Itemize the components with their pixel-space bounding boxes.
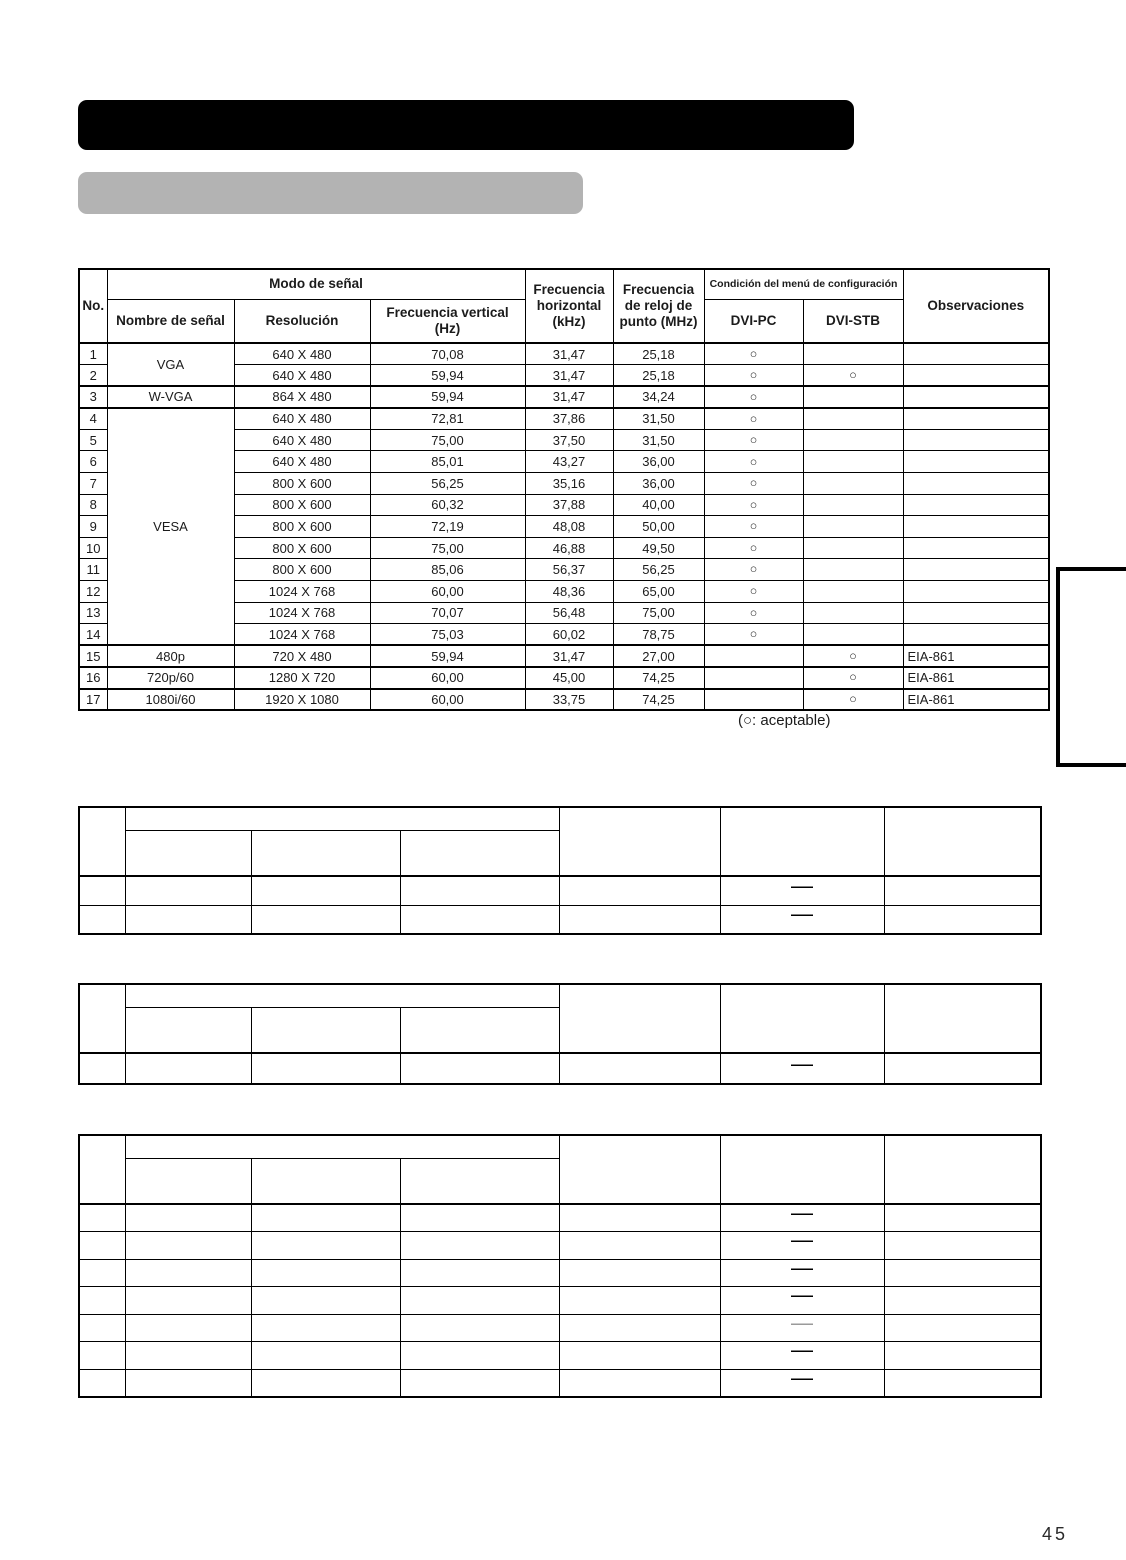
cell-dash — [720, 1259, 884, 1287]
cell-dvi-pc: ○ — [704, 429, 803, 451]
cell-dvi-pc: ○ — [704, 602, 803, 624]
cell — [559, 905, 720, 934]
cell-dvi-pc: ○ — [704, 473, 803, 495]
cell-dash — [720, 905, 884, 934]
cell-dash — [720, 876, 884, 905]
cell-resolucion: 800 X 600 — [234, 494, 370, 516]
cell-frec-reloj: 78,75 — [613, 624, 704, 646]
cell-dvi-stb — [803, 473, 903, 495]
cell-frec-vertical: 75,03 — [370, 624, 525, 646]
cell-observaciones — [903, 451, 1049, 473]
col-header-empty — [79, 984, 125, 1053]
cell — [884, 1259, 1041, 1287]
cell — [884, 1053, 1041, 1084]
cell-observaciones — [903, 559, 1049, 581]
cell-dash — [720, 1232, 884, 1260]
cell — [125, 1369, 251, 1397]
cell-dvi-pc: ○ — [704, 408, 803, 430]
col-header-empty — [400, 1007, 559, 1053]
cell-resolucion: 1024 X 768 — [234, 581, 370, 603]
cell-dvi-pc: ○ — [704, 516, 803, 538]
section-title-bar — [78, 100, 854, 150]
cell-no: 6 — [79, 451, 107, 473]
cell-frec-reloj: 27,00 — [613, 645, 704, 667]
cell-no: 14 — [79, 624, 107, 646]
table-row — [79, 1287, 1041, 1315]
cell-resolucion: 800 X 600 — [234, 516, 370, 538]
cell-frec-vertical: 60,00 — [370, 581, 525, 603]
cell — [559, 1232, 720, 1260]
cell-no: 17 — [79, 689, 107, 711]
cell-observaciones — [903, 408, 1049, 430]
empty-table-4 — [78, 1134, 1042, 1398]
cell-frec-vertical: 75,00 — [370, 429, 525, 451]
cell-dvi-stb: ○ — [803, 645, 903, 667]
col-header-empty — [251, 830, 400, 876]
cell-dvi-stb — [803, 429, 903, 451]
cell-dvi-pc — [704, 667, 803, 689]
cell — [559, 1053, 720, 1084]
col-header-dvi-stb: DVI-STB — [803, 299, 903, 343]
cell-dvi-stb — [803, 559, 903, 581]
cell-frec-vertical: 60,00 — [370, 689, 525, 711]
table-row — [79, 408, 1049, 430]
col-group-empty — [125, 807, 559, 830]
cell-no: 9 — [79, 516, 107, 538]
cell-frec-vertical: 60,00 — [370, 667, 525, 689]
col-header-empty — [559, 807, 720, 876]
cell — [251, 1314, 400, 1342]
cell-frec-reloj: 36,00 — [613, 451, 704, 473]
cell-dvi-stb — [803, 386, 903, 408]
signal-mode-table — [78, 268, 1050, 711]
col-header-empty — [559, 984, 720, 1053]
cell-frec-vertical: 59,94 — [370, 645, 525, 667]
cell-observaciones — [903, 516, 1049, 538]
col-header-empty — [400, 1158, 559, 1204]
cell — [884, 1342, 1041, 1370]
cell — [884, 1369, 1041, 1397]
table-row — [79, 1314, 1041, 1342]
dash-mark: — — [791, 1369, 814, 1390]
cell-observaciones — [903, 386, 1049, 408]
cell-dvi-pc: ○ — [704, 386, 803, 408]
table-row — [79, 1053, 1041, 1084]
cell — [400, 1342, 559, 1370]
cell-dash — [720, 1053, 884, 1084]
cell — [251, 1287, 400, 1315]
table-row — [79, 645, 1049, 667]
cell-no: 5 — [79, 429, 107, 451]
dash-mark: — — [791, 1314, 814, 1335]
dash-mark: — — [791, 905, 814, 927]
dash-mark: — — [791, 1053, 814, 1076]
cell-observaciones: EIA-861 — [903, 689, 1049, 711]
cell-observaciones — [903, 581, 1049, 603]
cell-frec-horizontal: 33,75 — [525, 689, 613, 711]
dash-mark: — — [791, 1341, 814, 1363]
cell-dvi-pc — [704, 689, 803, 711]
table-row — [79, 876, 1041, 905]
cell-dvi-stb — [803, 408, 903, 430]
col-header-empty — [884, 1135, 1041, 1204]
cell-dvi-pc: ○ — [704, 494, 803, 516]
cell-no: 16 — [79, 667, 107, 689]
cell-dash — [720, 1287, 884, 1315]
cell — [251, 1342, 400, 1370]
cell — [125, 1342, 251, 1370]
cell-frec-horizontal: 37,88 — [525, 494, 613, 516]
col-header-empty — [559, 1135, 720, 1204]
cell-frec-vertical: 70,07 — [370, 602, 525, 624]
header-row-groups — [79, 269, 1049, 299]
cell-no: 4 — [79, 408, 107, 430]
cell-dvi-pc: ○ — [704, 365, 803, 387]
dash-mark: — — [791, 1231, 814, 1253]
page-index-tab — [1056, 567, 1126, 767]
cell-dvi-stb — [803, 537, 903, 559]
cell — [559, 1342, 720, 1370]
cell-dvi-stb: ○ — [803, 689, 903, 711]
cell-dash — [720, 1369, 884, 1397]
cell-frec-horizontal: 37,50 — [525, 429, 613, 451]
cell — [79, 1259, 125, 1287]
cell-no: 12 — [79, 581, 107, 603]
cell-nombre: W-VGA — [107, 386, 234, 408]
cell-dash — [720, 1342, 884, 1370]
cell-dash — [720, 1204, 884, 1232]
cell — [884, 1287, 1041, 1315]
cell — [125, 905, 251, 934]
cell — [884, 1232, 1041, 1260]
col-header-empty — [251, 1158, 400, 1204]
col-group-empty — [125, 984, 559, 1007]
cell-dvi-stb — [803, 602, 903, 624]
table-row — [79, 1204, 1041, 1232]
col-header-no: No. — [79, 269, 107, 343]
cell — [400, 905, 559, 934]
cell — [125, 1232, 251, 1260]
cell — [79, 1314, 125, 1342]
cell-resolucion: 640 X 480 — [234, 408, 370, 430]
cell-frec-horizontal: 35,16 — [525, 473, 613, 495]
table-row — [79, 905, 1041, 934]
cell-frec-horizontal: 48,08 — [525, 516, 613, 538]
cell-dvi-pc: ○ — [704, 581, 803, 603]
cell — [884, 905, 1041, 934]
cell — [559, 1369, 720, 1397]
cell — [79, 1204, 125, 1232]
col-header-empty — [125, 1007, 251, 1053]
cell — [79, 1232, 125, 1260]
cell-resolucion: 1024 X 768 — [234, 624, 370, 646]
cell — [251, 1053, 400, 1084]
cell-frec-reloj: 74,25 — [613, 689, 704, 711]
cell-resolucion: 640 X 480 — [234, 343, 370, 365]
col-header-resolucion: Resolución — [234, 299, 370, 343]
cell — [79, 1053, 125, 1084]
cell — [400, 1204, 559, 1232]
cell — [125, 1287, 251, 1315]
cell-dvi-stb: ○ — [803, 365, 903, 387]
cell — [400, 1369, 559, 1397]
cell — [884, 1314, 1041, 1342]
cell-observaciones — [903, 473, 1049, 495]
cell-resolucion: 800 X 600 — [234, 559, 370, 581]
cell-frec-reloj: 74,25 — [613, 667, 704, 689]
col-header-empty — [720, 1135, 884, 1204]
col-group-condicion-menu: Condición del menú de configuración — [704, 269, 903, 299]
cell — [559, 1204, 720, 1232]
cell-no: 13 — [79, 602, 107, 624]
cell — [125, 1314, 251, 1342]
cell-frec-horizontal: 37,86 — [525, 408, 613, 430]
cell — [400, 1287, 559, 1315]
cell — [559, 1314, 720, 1342]
subsection-title-bar — [78, 172, 583, 214]
cell-frec-reloj: 75,00 — [613, 602, 704, 624]
cell-dvi-stb — [803, 451, 903, 473]
cell-dash — [720, 1314, 884, 1342]
cell-frec-vertical: 85,06 — [370, 559, 525, 581]
col-header-empty — [884, 807, 1041, 876]
table-row — [79, 1259, 1041, 1287]
col-header-empty — [720, 807, 884, 876]
acceptable-note: (○: aceptable) — [738, 712, 831, 729]
cell-dvi-stb — [803, 516, 903, 538]
cell-frec-vertical: 72,19 — [370, 516, 525, 538]
col-header-empty — [720, 984, 884, 1053]
col-header-empty — [79, 1135, 125, 1204]
empty-table-3 — [78, 983, 1042, 1085]
cell-dvi-stb: ○ — [803, 667, 903, 689]
cell — [251, 905, 400, 934]
cell-frec-vertical: 59,94 — [370, 365, 525, 387]
col-group-empty — [125, 1135, 559, 1158]
cell-frec-reloj: 49,50 — [613, 537, 704, 559]
dash-mark: — — [791, 1286, 814, 1308]
cell — [125, 1259, 251, 1287]
cell-no: 2 — [79, 365, 107, 387]
cell-dvi-stb — [803, 624, 903, 646]
cell-no: 8 — [79, 494, 107, 516]
cell-frec-horizontal: 43,27 — [525, 451, 613, 473]
cell-frec-vertical: 70,08 — [370, 343, 525, 365]
cell-nombre: 1080i/60 — [107, 689, 234, 711]
cell — [251, 1259, 400, 1287]
cell-no: 11 — [79, 559, 107, 581]
cell — [125, 876, 251, 905]
header-row-groups — [79, 1135, 1041, 1158]
cell-dvi-stb — [803, 343, 903, 365]
cell-nombre: 720p/60 — [107, 667, 234, 689]
cell-frec-vertical: 72,81 — [370, 408, 525, 430]
cell-frec-reloj: 31,50 — [613, 408, 704, 430]
cell — [884, 876, 1041, 905]
cell — [79, 876, 125, 905]
cell-frec-reloj: 50,00 — [613, 516, 704, 538]
col-header-observaciones: Observaciones — [903, 269, 1049, 343]
cell — [400, 1259, 559, 1287]
cell-frec-horizontal: 31,47 — [525, 343, 613, 365]
cell-observaciones: EIA-861 — [903, 645, 1049, 667]
cell-frec-horizontal: 60,02 — [525, 624, 613, 646]
page-number: 45 — [1042, 1524, 1069, 1544]
cell — [79, 1287, 125, 1315]
cell — [559, 1259, 720, 1287]
cell-frec-horizontal: 56,48 — [525, 602, 613, 624]
cell-dvi-pc: ○ — [704, 343, 803, 365]
cell-frec-reloj: 31,50 — [613, 429, 704, 451]
cell-dvi-pc: ○ — [704, 624, 803, 646]
cell — [251, 1369, 400, 1397]
header-row-groups — [79, 984, 1041, 1007]
cell — [400, 876, 559, 905]
cell-dvi-pc: ○ — [704, 559, 803, 581]
cell — [125, 1053, 251, 1084]
cell-resolucion: 640 X 480 — [234, 429, 370, 451]
cell — [79, 1342, 125, 1370]
cell-resolucion: 800 X 600 — [234, 473, 370, 495]
cell-resolucion: 640 X 480 — [234, 365, 370, 387]
empty-table-2 — [78, 806, 1042, 935]
cell-dvi-pc: ○ — [704, 451, 803, 473]
cell-frec-reloj: 65,00 — [613, 581, 704, 603]
cell-resolucion: 640 X 480 — [234, 451, 370, 473]
col-header-empty — [884, 984, 1041, 1053]
cell-frec-horizontal: 46,88 — [525, 537, 613, 559]
cell-frec-horizontal: 31,47 — [525, 386, 613, 408]
cell-frec-vertical: 56,25 — [370, 473, 525, 495]
col-group-modo-de-senal: Modo de señal — [107, 269, 525, 299]
cell-nombre: 480p — [107, 645, 234, 667]
cell-dvi-pc: ○ — [704, 537, 803, 559]
cell — [251, 1232, 400, 1260]
cell-observaciones — [903, 624, 1049, 646]
cell — [884, 1204, 1041, 1232]
cell-nombre: VGA — [107, 343, 234, 386]
cell-frec-horizontal: 56,37 — [525, 559, 613, 581]
cell-resolucion: 1024 X 768 — [234, 602, 370, 624]
cell-frec-horizontal: 48,36 — [525, 581, 613, 603]
cell-observaciones: EIA-861 — [903, 667, 1049, 689]
cell — [79, 905, 125, 934]
cell-frec-horizontal: 31,47 — [525, 645, 613, 667]
cell — [400, 1053, 559, 1084]
cell-frec-reloj: 25,18 — [613, 365, 704, 387]
cell-frec-vertical: 75,00 — [370, 537, 525, 559]
cell-observaciones — [903, 429, 1049, 451]
cell — [559, 876, 720, 905]
cell-no: 10 — [79, 537, 107, 559]
cell — [400, 1314, 559, 1342]
cell-dvi-stb — [803, 581, 903, 603]
cell-observaciones — [903, 494, 1049, 516]
col-header-frecuencia-vertical: Frecuencia vertical (Hz) — [370, 299, 525, 343]
table-row — [79, 386, 1049, 408]
cell-frec-reloj: 56,25 — [613, 559, 704, 581]
cell — [125, 1204, 251, 1232]
cell-frec-vertical: 85,01 — [370, 451, 525, 473]
cell-no: 3 — [79, 386, 107, 408]
cell-frec-reloj: 25,18 — [613, 343, 704, 365]
header-row-groups — [79, 807, 1041, 830]
dash-mark: — — [791, 876, 814, 898]
col-header-dvi-pc: DVI-PC — [704, 299, 803, 343]
cell-observaciones — [903, 365, 1049, 387]
table-row — [79, 1232, 1041, 1260]
table-row — [79, 1342, 1041, 1370]
cell-resolucion: 1920 X 1080 — [234, 689, 370, 711]
cell — [559, 1287, 720, 1315]
dash-mark: — — [791, 1259, 814, 1280]
cell-dvi-pc — [704, 645, 803, 667]
col-header-empty — [125, 830, 251, 876]
cell-no: 15 — [79, 645, 107, 667]
col-header-empty — [251, 1007, 400, 1053]
cell-resolucion: 800 X 600 — [234, 537, 370, 559]
cell-no: 7 — [79, 473, 107, 495]
col-header-empty — [79, 807, 125, 876]
cell-frec-reloj: 34,24 — [613, 386, 704, 408]
cell-dvi-stb — [803, 494, 903, 516]
cell-frec-reloj: 40,00 — [613, 494, 704, 516]
cell-nombre: VESA — [107, 408, 234, 646]
cell-resolucion: 720 X 480 — [234, 645, 370, 667]
dash-mark: — — [791, 1204, 814, 1225]
cell-observaciones — [903, 602, 1049, 624]
cell-frec-horizontal: 31,47 — [525, 365, 613, 387]
cell-frec-vertical: 60,32 — [370, 494, 525, 516]
cell — [251, 1204, 400, 1232]
table-row — [79, 343, 1049, 365]
cell — [79, 1369, 125, 1397]
cell-frec-reloj: 36,00 — [613, 473, 704, 495]
table-row — [79, 1369, 1041, 1397]
col-header-nombre-senal: Nombre de señal — [107, 299, 234, 343]
cell-observaciones — [903, 537, 1049, 559]
col-header-empty — [125, 1158, 251, 1204]
col-header-empty — [400, 830, 559, 876]
cell — [400, 1232, 559, 1260]
cell-resolucion: 864 X 480 — [234, 386, 370, 408]
cell-no: 1 — [79, 343, 107, 365]
cell-resolucion: 1280 X 720 — [234, 667, 370, 689]
cell — [251, 876, 400, 905]
cell-frec-vertical: 59,94 — [370, 386, 525, 408]
col-header-frecuencia-reloj: Frecuencia de reloj de punto (MHz) — [613, 269, 704, 343]
table-row — [79, 689, 1049, 711]
cell-observaciones — [903, 343, 1049, 365]
col-header-frecuencia-horizontal: Frecuencia horizontal (kHz) — [525, 269, 613, 343]
cell-frec-horizontal: 45,00 — [525, 667, 613, 689]
table-row — [79, 667, 1049, 689]
